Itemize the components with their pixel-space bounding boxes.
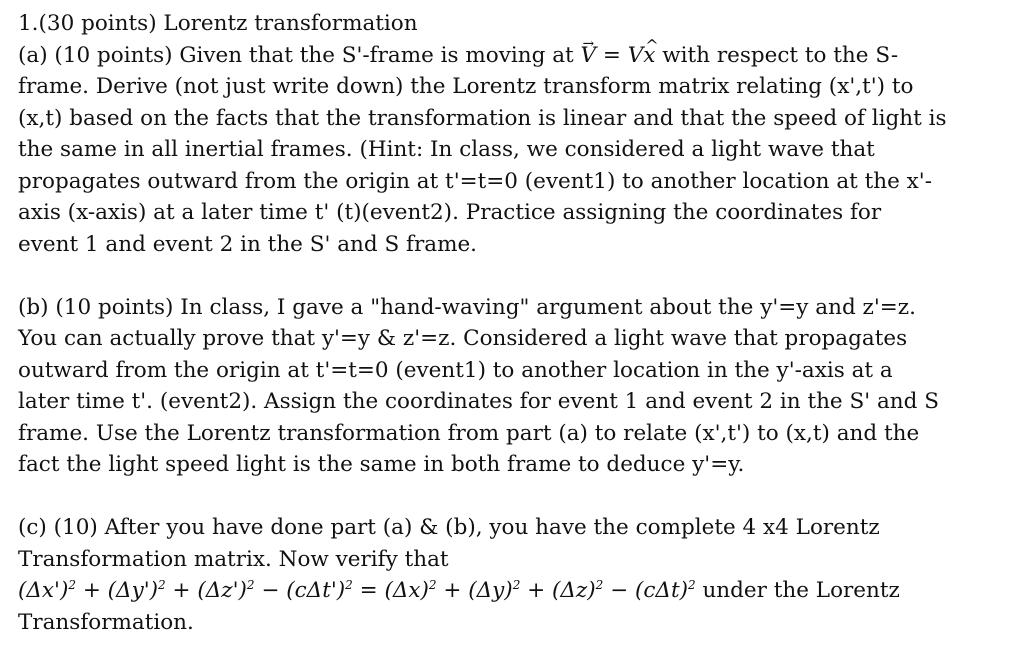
eq-op: − (254, 578, 287, 603)
part-a-line-2: frame. Derive (not just write down) the Lorentz transform matrix relating (x',t') to (18, 74, 914, 99)
part-a-line-3: (x,t) based on the facts that the transformation is linear and that the speed of light is (18, 105, 947, 131)
part-b-line-5: frame. Use the Lorentz transformation from part (a) to relate (x',t') to (x,t) and the (18, 420, 920, 446)
eq-term: (Δy') (107, 578, 159, 603)
paragraph-spacer (18, 260, 1008, 292)
part-a-line-5: propagates outward from the origin at t'=t=0 (event1) to another location at the x'- (18, 168, 932, 194)
eq-exponent: 2 (345, 577, 353, 592)
part-a-line-7: event 1 and event 2 in the S' and S frame. (18, 231, 478, 257)
eq-exponent: 2 (428, 577, 437, 592)
eq-exponent: 2 (68, 577, 76, 592)
document (18, 8, 1008, 638)
eq-term: (cΔt) (634, 578, 688, 603)
eq-term: (Δz') (197, 578, 247, 603)
eq-op: + (75, 578, 108, 603)
eq-exponent: 2 (512, 577, 521, 592)
eq-term: (Δy) (468, 578, 513, 603)
part-b-line-2: You can actually prove that y'=y & z'=z. Considered a light wave that propagates (18, 326, 908, 351)
part-b-line-4: later time t'. (event2). Assign the coordinates for event 1 and event 2 in the S' and S (18, 389, 939, 414)
eq-exponent: 2 (158, 577, 166, 592)
eq-term: (cΔt') (286, 578, 346, 603)
eq-exponent: 2 (687, 577, 696, 592)
part-a-line-1-text: (a) (10 points) Given that the S'-frame is moving at (18, 42, 581, 68)
eq-op: + (436, 578, 469, 603)
part-b-line-1: (b) (10 points) In class, I gave a "hand-waving" argument about the y'=y and z'=z. (18, 294, 916, 320)
eq-op: + (520, 578, 553, 603)
eq-op: + (165, 578, 198, 603)
part-c-line-2: Transformation matrix. Now verify that (18, 546, 449, 572)
eq-term: (Δx') (18, 578, 69, 603)
part-a-line-1 (18, 40, 1008, 72)
part-a-line-6: axis (x-axis) at a later time t' (t)(event2). Practice assigning the coordinates for (18, 200, 882, 225)
part-a-line-1-end: with respect to the S- (655, 42, 899, 68)
part-c-after-equation: under the Lorentz (702, 578, 900, 603)
paragraph-spacer (18, 481, 1008, 513)
part-b-line-6: fact the light speed light is the same in both frame to deduce y'=y. (18, 452, 745, 477)
part-a-line-4: the same in all inertial frames. (Hint: In class, we considered a light wave that (18, 137, 875, 162)
part-b-line-3: outward from the origin at t'=t=0 (event1) to another location in the y'-axis at a (18, 357, 893, 383)
problem-title: 1.(30 points) Lorentz transformation (18, 11, 418, 36)
part-c-equation-line (18, 575, 1008, 607)
eq-term: (Δx) (384, 578, 429, 603)
invariant-interval-equation (18, 578, 702, 603)
eq-op: − (603, 578, 635, 603)
part-c-line-1: (c) (10) After you have done part (a) & (b), you have the complete 4 x4 Lorentz (18, 515, 880, 540)
velocity-equals: = (596, 42, 628, 68)
x-unit-vector: ^ x (643, 40, 655, 72)
velocity-magnitude: V (627, 42, 644, 68)
velocity-vector-symbol: → V (581, 40, 597, 72)
eq-equals: = (352, 578, 385, 603)
eq-exponent: 2 (595, 577, 604, 592)
eq-exponent: 2 (246, 577, 255, 592)
eq-term: (Δz) (552, 578, 596, 603)
velocity-expression (581, 43, 656, 68)
part-c-line-4: Transformation. (18, 609, 194, 635)
